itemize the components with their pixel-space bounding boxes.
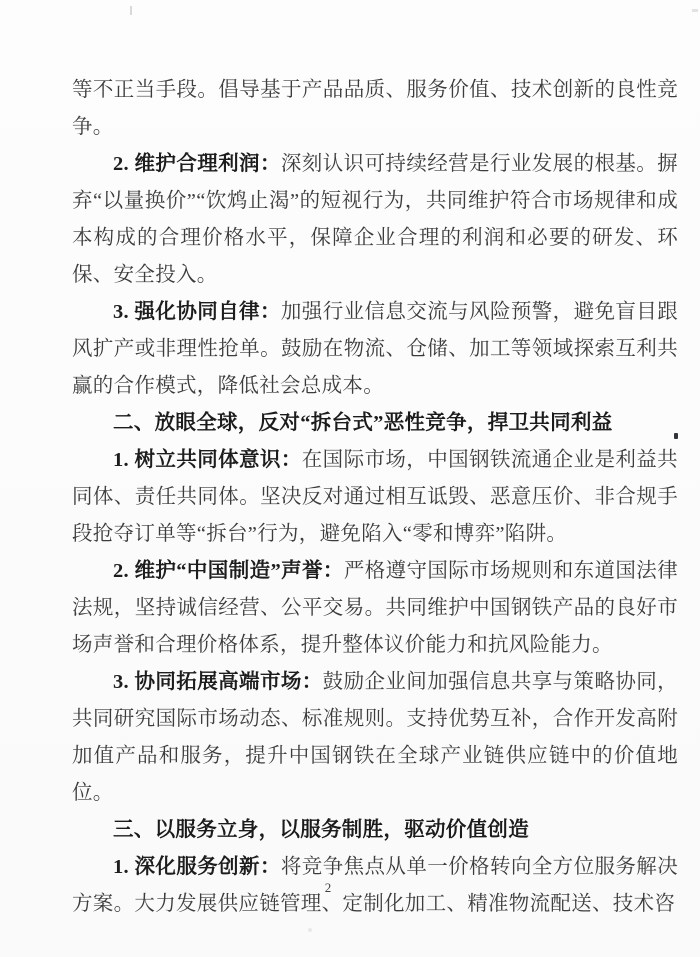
paragraph-text: 鼓励企业间加强信息共享与策略协同，共同研究国际市场动态、标准规则。支持优势互补，合作开发高附加值产品和服务，提升中国钢铁在全球产业链供应链中的价值地位。 xyxy=(72,671,678,804)
paragraph xyxy=(72,553,678,664)
paragraph-text: 深刻认识可持续经营是行业发展的根基。摒弃“以量换价”“饮鸩止渴”的短视行为，共同维护符合市场规律和成本构成的合理价格水平，保障企业合理的利润和必要的研发、环保、安全投入。 xyxy=(72,153,679,286)
section-heading: 三、以服务立身，以服务制胜，驱动价值创造 xyxy=(113,819,529,841)
paragraph-text: 将竞争焦点从单一价格转向全方位服务解决方案。大力发展供应链管理、定制化加工、精准物流配送、技术咨 xyxy=(72,856,679,915)
document-body xyxy=(72,72,678,923)
paragraph-lead: 2. 维护合理利润： xyxy=(113,153,281,175)
paragraph-lead: 1. 树立共同体意识： xyxy=(113,449,302,471)
paragraph-lead: 2. 维护“中国制造”声誉： xyxy=(113,560,344,582)
paragraph xyxy=(72,146,678,294)
section-heading: 二、放眼全球，反对“拆台式”恶性竞争，捍卫共同利益 xyxy=(113,412,613,434)
paragraph-lead: 1. 深化服务创新： xyxy=(113,856,281,878)
scan-artifact-tick xyxy=(130,6,132,15)
paragraph xyxy=(72,442,678,553)
paragraph-text: 等不正当手段。倡导基于产品品质、服务价值、技术创新的良性竞争。 xyxy=(72,79,678,138)
paragraph-text: 在国际市场，中国钢铁流通企业是利益共同体、责任共同体。坚决反对通过相互诋毁、恶意压价、非合规手段抢夺订单等“拆台”行为，避免陷入“零和博弈”陷阱。 xyxy=(72,449,678,545)
scan-artifact-speck xyxy=(308,928,312,932)
paragraph-text: 严格遵守国际市场规则和东道国法律法规，坚持诚信经营、公平交易。共同维护中国钢铁产品的良好市场声誉和合理价格体系，提升整体议价能力和抗风险能力。 xyxy=(72,560,678,656)
paragraph xyxy=(72,664,678,812)
paragraph-lead: 3. 协同拓展高端市场： xyxy=(113,671,323,693)
paragraph-text: 加强行业信息交流与风险预警，避免盲目跟风扩产或非理性抢单。鼓励在物流、仓储、加工等领域探索互利共赢的合作模式，降低社会总成本。 xyxy=(72,301,679,397)
paragraph xyxy=(72,294,678,405)
paragraph-lead: 3. 强化协同自律： xyxy=(113,301,281,323)
page-number: 2 xyxy=(324,880,332,895)
scan-artifact-tick xyxy=(692,9,698,12)
paragraph-continuation xyxy=(72,72,678,146)
